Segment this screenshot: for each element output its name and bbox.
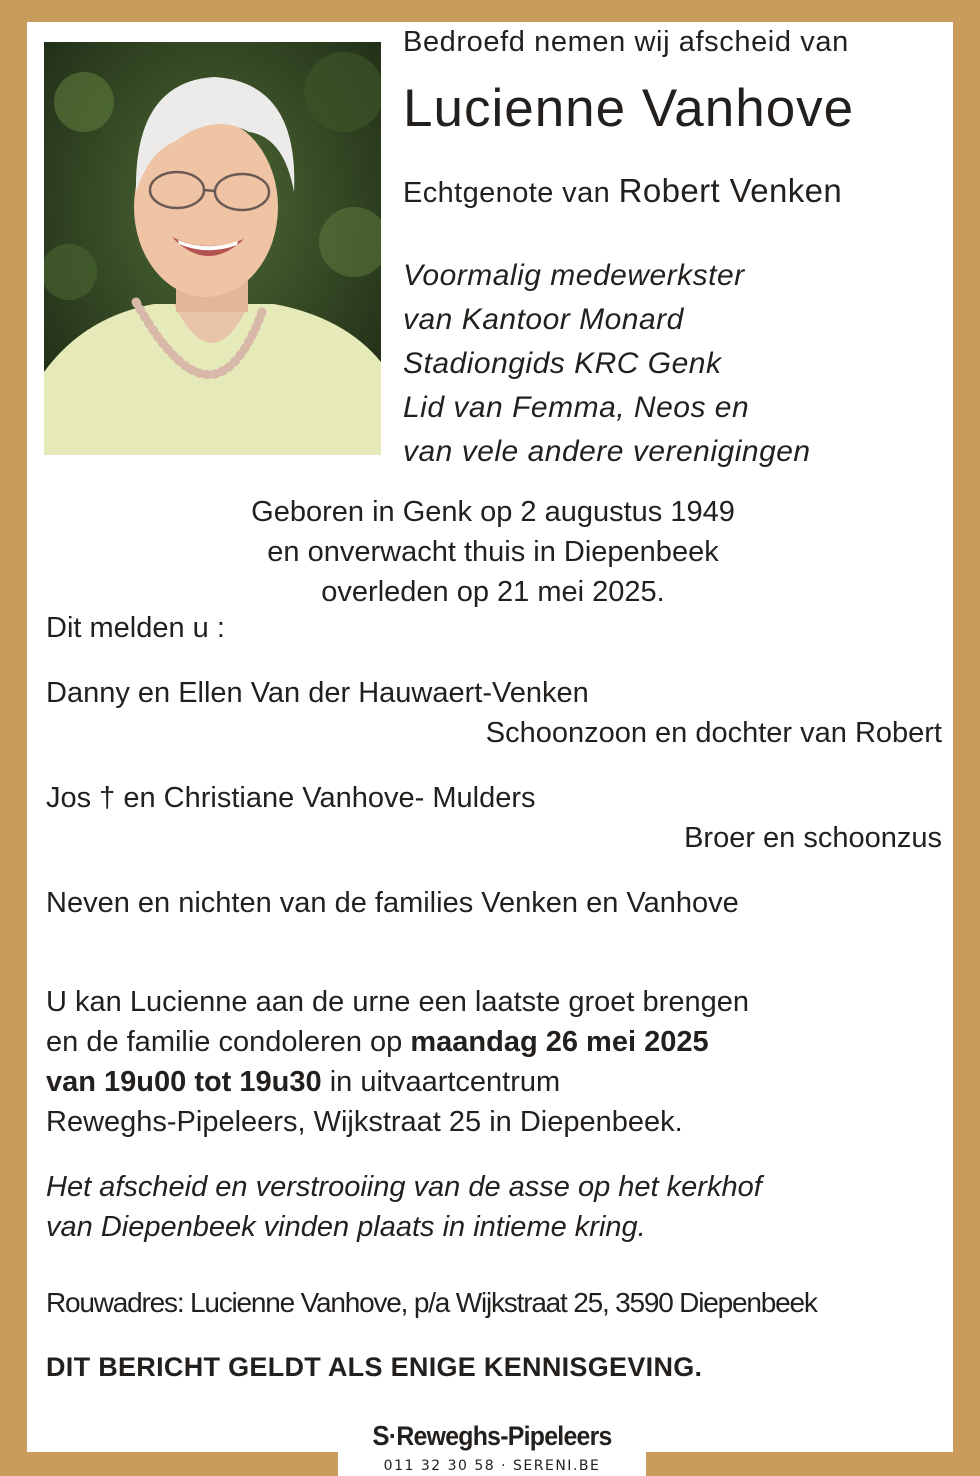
spouse-prefix: Echtgenote van [403,177,611,209]
visitation-line: Reweghs-Pipeleers, Wijkstraat 25 in Diepenbeek. [46,1106,683,1138]
website: SERENI.BE [513,1458,601,1474]
visitation-line [46,1022,749,1062]
birth-line: en onverwacht thuis in Diepenbeek [267,536,719,568]
funeral-home-contact [338,1458,646,1474]
visitation-time: van 19u00 tot 19u30 [46,1066,322,1098]
deceased-name: Lucienne Vanhove [403,79,855,138]
birth-death-block [0,492,980,612]
visitation-date: maandag 26 mei 2025 [410,1026,709,1058]
family-member-relation: Broer en schoonzus [684,822,942,854]
spouse-line [403,172,842,210]
roles-list [403,254,811,474]
mourning-address: Rouwadres: Lucienne Vanhove, p/a Wijkstraat 25, 3590 Diepenbeek [46,1287,817,1318]
role-line: van vele andere verenigingen [403,435,811,468]
family-member-name: Danny en Ellen Van der Hauwaert-Venken [46,677,589,709]
portrait-photo [44,42,381,455]
funeral-home-logo [350,1420,633,1452]
logo-mark-icon: S [372,1420,389,1451]
birth-line: overleden op 21 mei 2025. [321,576,665,608]
funeral-home-footer [338,1418,646,1476]
contact-separator: · [501,1458,514,1474]
visitation-line [46,1062,749,1102]
spouse-name: Robert Venken [618,172,843,209]
logo-separator: · [388,1421,397,1451]
visitation-line: U kan Lucienne aan de urne een laatste groet brengen [46,986,749,1018]
farewell-block [46,1167,762,1247]
role-line: Stadiongids KRC Genk [403,347,722,380]
farewell-line: van Diepenbeek vinden plaats in intieme kring. [46,1211,646,1243]
role-line: Voormalig medewerkster [403,259,745,292]
family-member-name: Jos † en Christiane Vanhove- Mulders [46,782,536,814]
family-member-relation: Schoonzoon en dochter van Robert [485,717,942,749]
family-member-name: Neven en nichten van de families Venken en Vanhove [46,887,739,919]
role-line: Lid van Femma, Neos en [403,391,750,424]
farewell-line: Het afscheid en verstrooiing van de asse op het kerkhof [46,1171,762,1203]
visitation-text: in uitvaartcentrum [321,1066,561,1098]
visitation-block [46,982,749,1142]
role-line: van Kantoor Monard [403,303,684,336]
notice-statement: DIT BERICHT GELDT ALS ENIGE KENNISGEVING. [46,1352,703,1382]
birth-line: Geboren in Genk op 2 augustus 1949 [251,496,735,528]
phone-number: 011 32 30 58 [383,1458,496,1474]
funeral-home-name: Reweghs-Pipeleers [396,1421,612,1451]
announcement: Dit melden u : [46,612,225,644]
visitation-text: en de familie condoleren op [46,1026,411,1058]
intro-text: Bedroefd nemen wij afscheid van [403,26,849,58]
